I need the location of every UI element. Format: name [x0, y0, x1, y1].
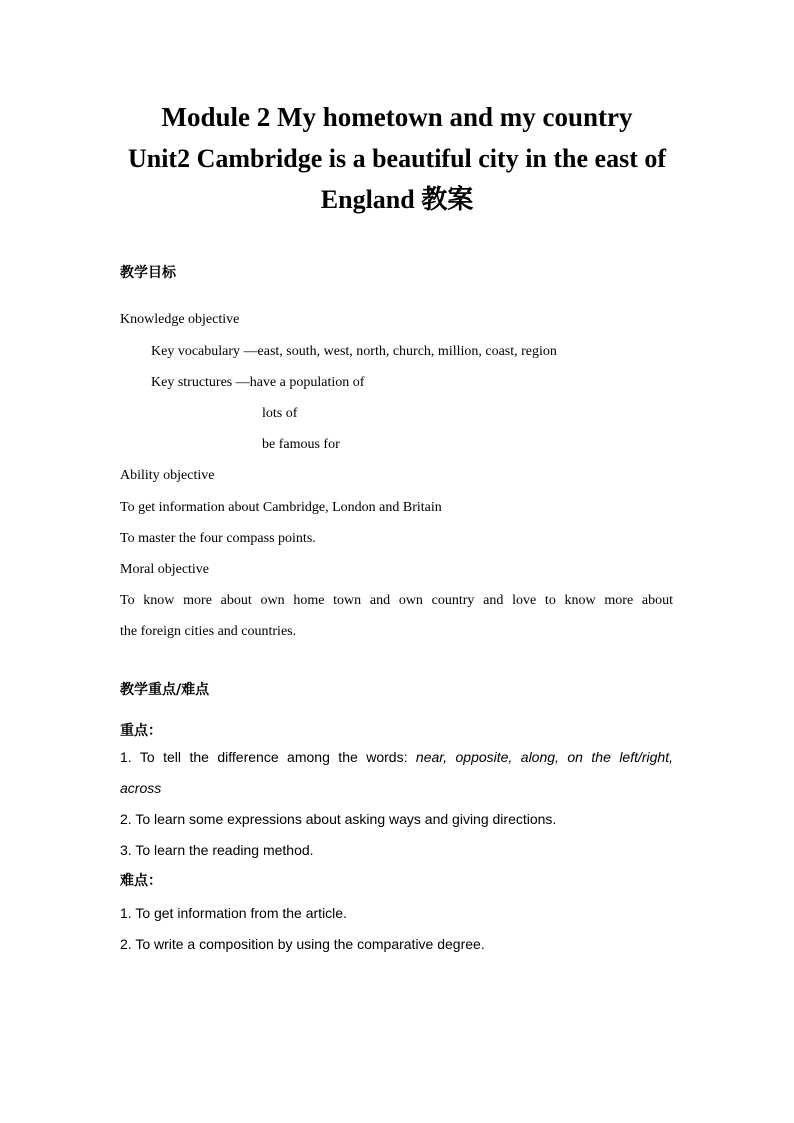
difficult-point-2: 2. To write a composition by using the comparative degree.: [120, 936, 485, 952]
ability-objective-item-2: To master the four compass points.: [120, 531, 316, 546]
structure-lots-of: lots of: [262, 406, 298, 421]
key-point-3: 3. To learn the reading method.: [120, 842, 314, 858]
key-point-2: 2. To learn some expressions about asking ways and giving directions.: [120, 811, 557, 827]
structure-be-famous-for: be famous for: [262, 437, 340, 452]
key-points-label: 重点：: [120, 723, 162, 739]
document-title-line-3: England 教案: [320, 185, 474, 214]
difficult-points-label: 难点：: [120, 873, 162, 889]
document-title-line-2: Unit2 Cambridge is a beautiful city in the east of: [127, 144, 667, 173]
key-point-1-line-1: [120, 748, 673, 766]
knowledge-objective-label: Knowledge objective: [120, 312, 240, 327]
difficult-point-1: 1. To get information from the article.: [120, 905, 347, 921]
moral-objective-line-1: To know more about own home town and own country and love to know more about: [120, 593, 673, 608]
moral-objective-label: Moral objective: [120, 562, 210, 577]
objectives-heading: 教学目标: [120, 265, 176, 281]
key-point-1-prefix: 1. To tell the difference among the words:: [120, 749, 408, 765]
ability-objective-item-1: To get information about Cambridge, London and Britain: [120, 500, 442, 515]
document-title-line-1: Module 2 My hometown and my country: [161, 102, 633, 132]
key-point-1-line-2: across: [120, 780, 162, 796]
key-vocabulary-line: Key vocabulary —east, south, west, north, church, million, coast, region: [151, 344, 557, 359]
focus-heading: 教学重点/难点: [120, 682, 210, 698]
key-structures-line: Key structures —have a population of: [151, 375, 365, 390]
ability-objective-label: Ability objective: [120, 468, 215, 483]
key-point-1-words: near, opposite, along, on the left/right,: [415, 749, 674, 765]
moral-objective-line-2: the foreign cities and countries.: [120, 624, 297, 639]
